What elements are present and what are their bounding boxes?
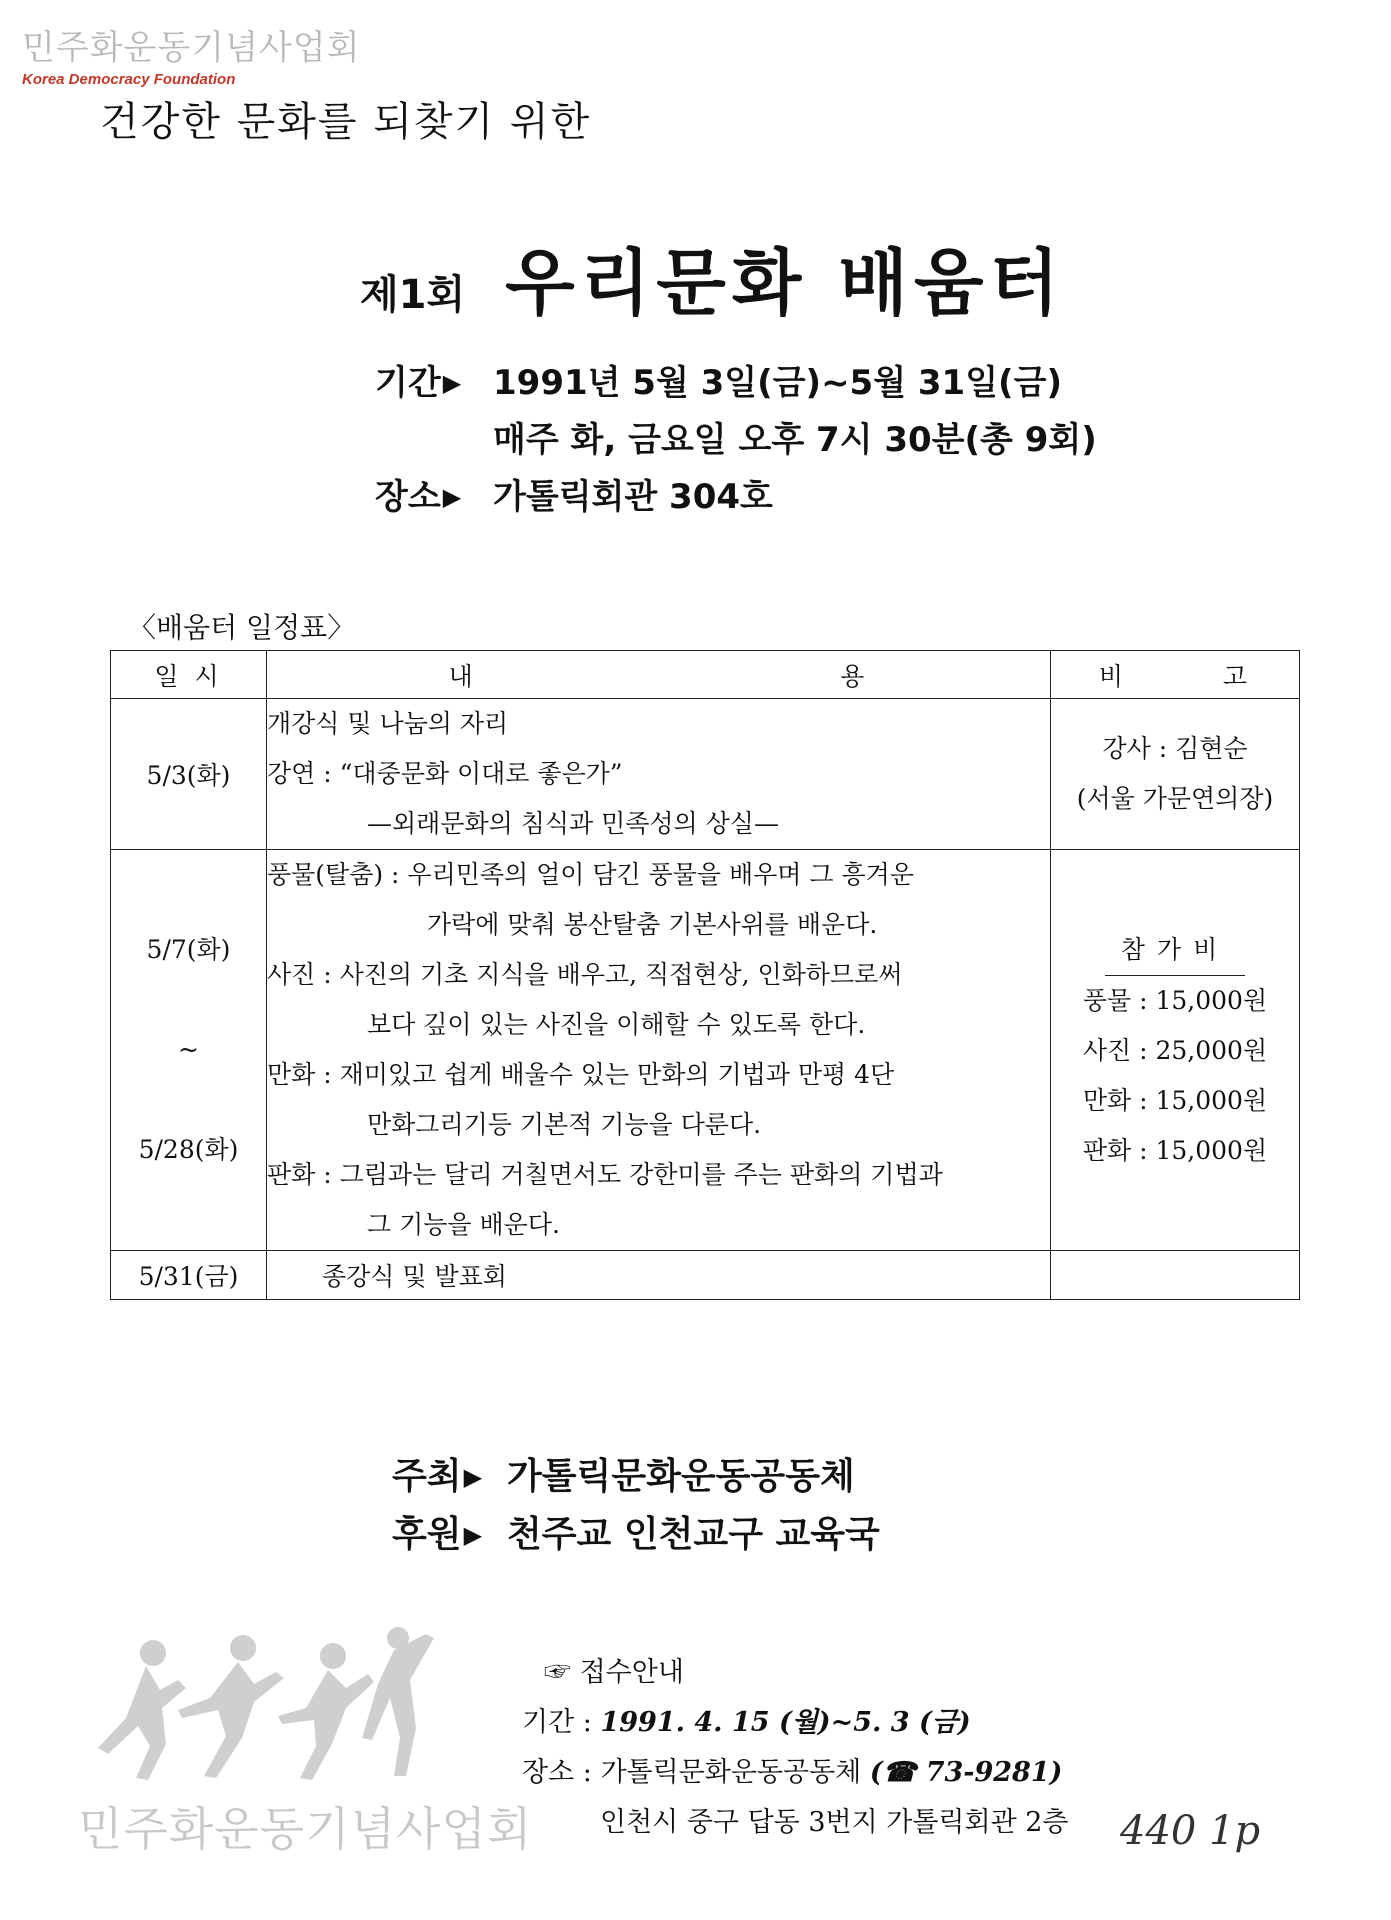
session-number: 제1회: [360, 272, 466, 318]
schedule-caption: 〈배움터 일정표〉: [128, 611, 356, 644]
period-dates: 1991년 5월 3일(금)~5월 31일(금): [493, 363, 1062, 403]
registration-address: 인천시 중구 답동 3번지 가톨릭회관 2층: [600, 1807, 1069, 1838]
lecturer: 강사 : 김현순: [1102, 734, 1248, 763]
header-content: 내 용: [267, 651, 1051, 699]
place-row: [375, 469, 1097, 526]
header-note: 비 고: [1051, 651, 1300, 699]
sponsor-label: 후원: [392, 1514, 462, 1555]
arrow-icon: ▶: [463, 1463, 483, 1491]
fee-item: 만화 : 15,000원: [1082, 1085, 1268, 1115]
phone-number: 73-9281: [925, 1757, 1050, 1788]
registration-place: 장소 : 가톨릭문화운동공동체 (☎ 73-9281): [522, 1757, 1063, 1788]
event-info: [375, 355, 1097, 526]
row-content: 종강식 및 발표회: [267, 1251, 1051, 1300]
period-row: [375, 355, 1097, 469]
place-label: 장소: [375, 477, 441, 517]
fee-item: 판화 : 15,000원: [1082, 1135, 1268, 1165]
fee-cell: [1051, 850, 1300, 1251]
row-note-empty: [1051, 1251, 1300, 1300]
header-date: 일 시: [111, 651, 267, 699]
row-content: 풍물(탈춤) : 우리민족의 얼이 담긴 풍물을 배우며 그 흥겨운 가락에 맞춰 봉산탈춤 기본사위를 배운다. 사진 : 사진의 기초 지식을 배우고, 직접현상, 인화하므로써 보다 깊이 있는 사진을 이해할 수 있도록 한다. 만화 : 재미있고 쉽게 배울수 있는 만화의 기법과 만평 4단 만화그리기등 기본적 기능을 다룬다. 판화 : 그림과는 달리 거칠면서도 강한미를 주는 판화의 기법과 그 기능을 배운다.: [267, 850, 1051, 1251]
period-label: 기간: [375, 363, 441, 403]
watermark-bottom: [78, 1618, 532, 1859]
watermark-korean: 민주화운동기념사업회: [22, 28, 361, 68]
watermark-top: [22, 20, 360, 88]
lecturer-title: (서울 가문연의장): [1076, 784, 1274, 813]
registration-info: [522, 1648, 1069, 1848]
fee-item: 사진 : 25,000원: [1082, 1035, 1268, 1065]
table-row: [111, 1251, 1300, 1300]
sponsor-row: [392, 1506, 880, 1564]
period-times: 매주 화, 금요일 오후 7시 30분(총 9회): [493, 420, 1097, 460]
pointing-hand-icon: ☞: [544, 1657, 571, 1688]
handwritten-note: 440 1p: [1120, 1808, 1261, 1854]
watermark-korean-bottom: 민주화운동기념사업회: [78, 1802, 533, 1856]
organizers: [392, 1448, 880, 1564]
page-title: 우리문화 배움터: [505, 241, 1066, 325]
row-date: 5/3(화): [111, 699, 267, 850]
place-value: 가톨릭회관 304호: [493, 477, 773, 517]
watermark-english: Korea Democracy Foundation: [22, 71, 236, 88]
dancers-icon: [78, 1618, 458, 1783]
table-header-row: [111, 651, 1300, 699]
arrow-icon: ▶: [463, 1521, 483, 1549]
table-row: [111, 699, 1300, 850]
fee-title: 참가비: [1105, 925, 1245, 976]
table-row: [111, 850, 1300, 1251]
schedule-table: [110, 650, 1300, 1300]
fee-item: 풍물 : 15,000원: [1082, 985, 1268, 1015]
subtitle: 건강한 문화를 되찾기 위한: [100, 99, 592, 145]
phone-icon: ☎: [882, 1757, 917, 1788]
sponsor-value: 천주교 인천교구 교육국: [507, 1514, 880, 1555]
row-date: 5/31(금): [111, 1251, 267, 1300]
arrow-icon: ▶: [442, 369, 462, 397]
row-note: [1051, 699, 1300, 850]
host-row: [392, 1448, 880, 1506]
arrow-icon: ▶: [442, 483, 462, 511]
row-content: 개강식 및 나눔의 자리 강연 : “대중문화 이대로 좋은가” —외래문화의 침식과 민족성의 상실—: [267, 699, 1051, 850]
registration-title: 접수안내: [579, 1657, 684, 1688]
row-date-range: 5/7(화) ~ 5/28(화): [111, 850, 267, 1251]
host-value: 가톨릭문화운동공동체: [507, 1456, 855, 1497]
host-label: 주최: [392, 1456, 462, 1497]
registration-period: 기간 : 1991. 4. 15 (월)~5. 3 (금): [522, 1707, 971, 1738]
title-row: [360, 225, 1065, 329]
